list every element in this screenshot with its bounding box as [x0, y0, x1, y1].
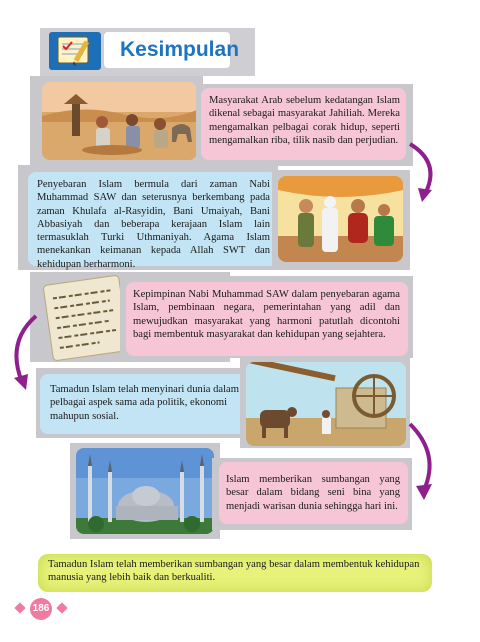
paragraph-penyebaran-islam: Penyebaran Islam bermula dari zaman Nabi Muhammad SAW dan seterusnya berkembang pada zaman Khulafa al-Rasyidin, Bani Umaiyah, Bani Abbasiyah dan beberapa kerajaan Islam lain termasuklah Turki Uthmaniyah. Agama Islam menekankan keimanan kepada Allah SWT dan kehidupan berharmoni. — [28, 172, 278, 266]
page-title: Kesimpulan — [104, 32, 230, 68]
jahiliah-illustration — [42, 82, 197, 160]
notebook-checklist-icon — [49, 32, 101, 70]
mosque-photo — [76, 448, 214, 534]
paragraph-kepimpinan: Kepimpinan Nabi Muhammad SAW dalam penyebaran agama Islam, pembinaan negara, pemerintahan yang adil dan mewujudkan masyarakat yang harmoni patutlah dicontohi bagi membentuk masyarakat dan kehidupan yang sejahtera. — [126, 282, 408, 356]
diamond-decoration — [56, 602, 67, 613]
summary-text: Tamadun Islam telah memberikan sumbangan yang besar dalam membentuk kehidupan manusia yang lebih baik dan berkualiti. — [48, 559, 420, 584]
page-number: 186 — [32, 603, 50, 614]
paragraph-seni-bina: Islam memberikan sumbangan yang besar dalam bidang seni bina yang menjadi warisan dunia sehingga hari ini. — [219, 462, 408, 524]
caliphate-illustration — [278, 176, 403, 262]
paragraph-jahiliah: Masyarakat Arab sebelum kedatangan Islam dikenal sebagai masyarakat Jahiliah. Mereka mengamalkan pelbagai corak hidup, seperti mengamalkan riba, tilik nasib dan perjudian. — [201, 88, 406, 160]
water-wheel-illustration — [246, 362, 406, 446]
manuscript-image — [41, 273, 131, 363]
diamond-decoration — [14, 602, 25, 613]
paragraph-tamadun: Tamadun Islam telah menyinari dunia dalam pelbagai aspek sama ada politik, ekonomi mahupun sosial. — [40, 374, 248, 434]
